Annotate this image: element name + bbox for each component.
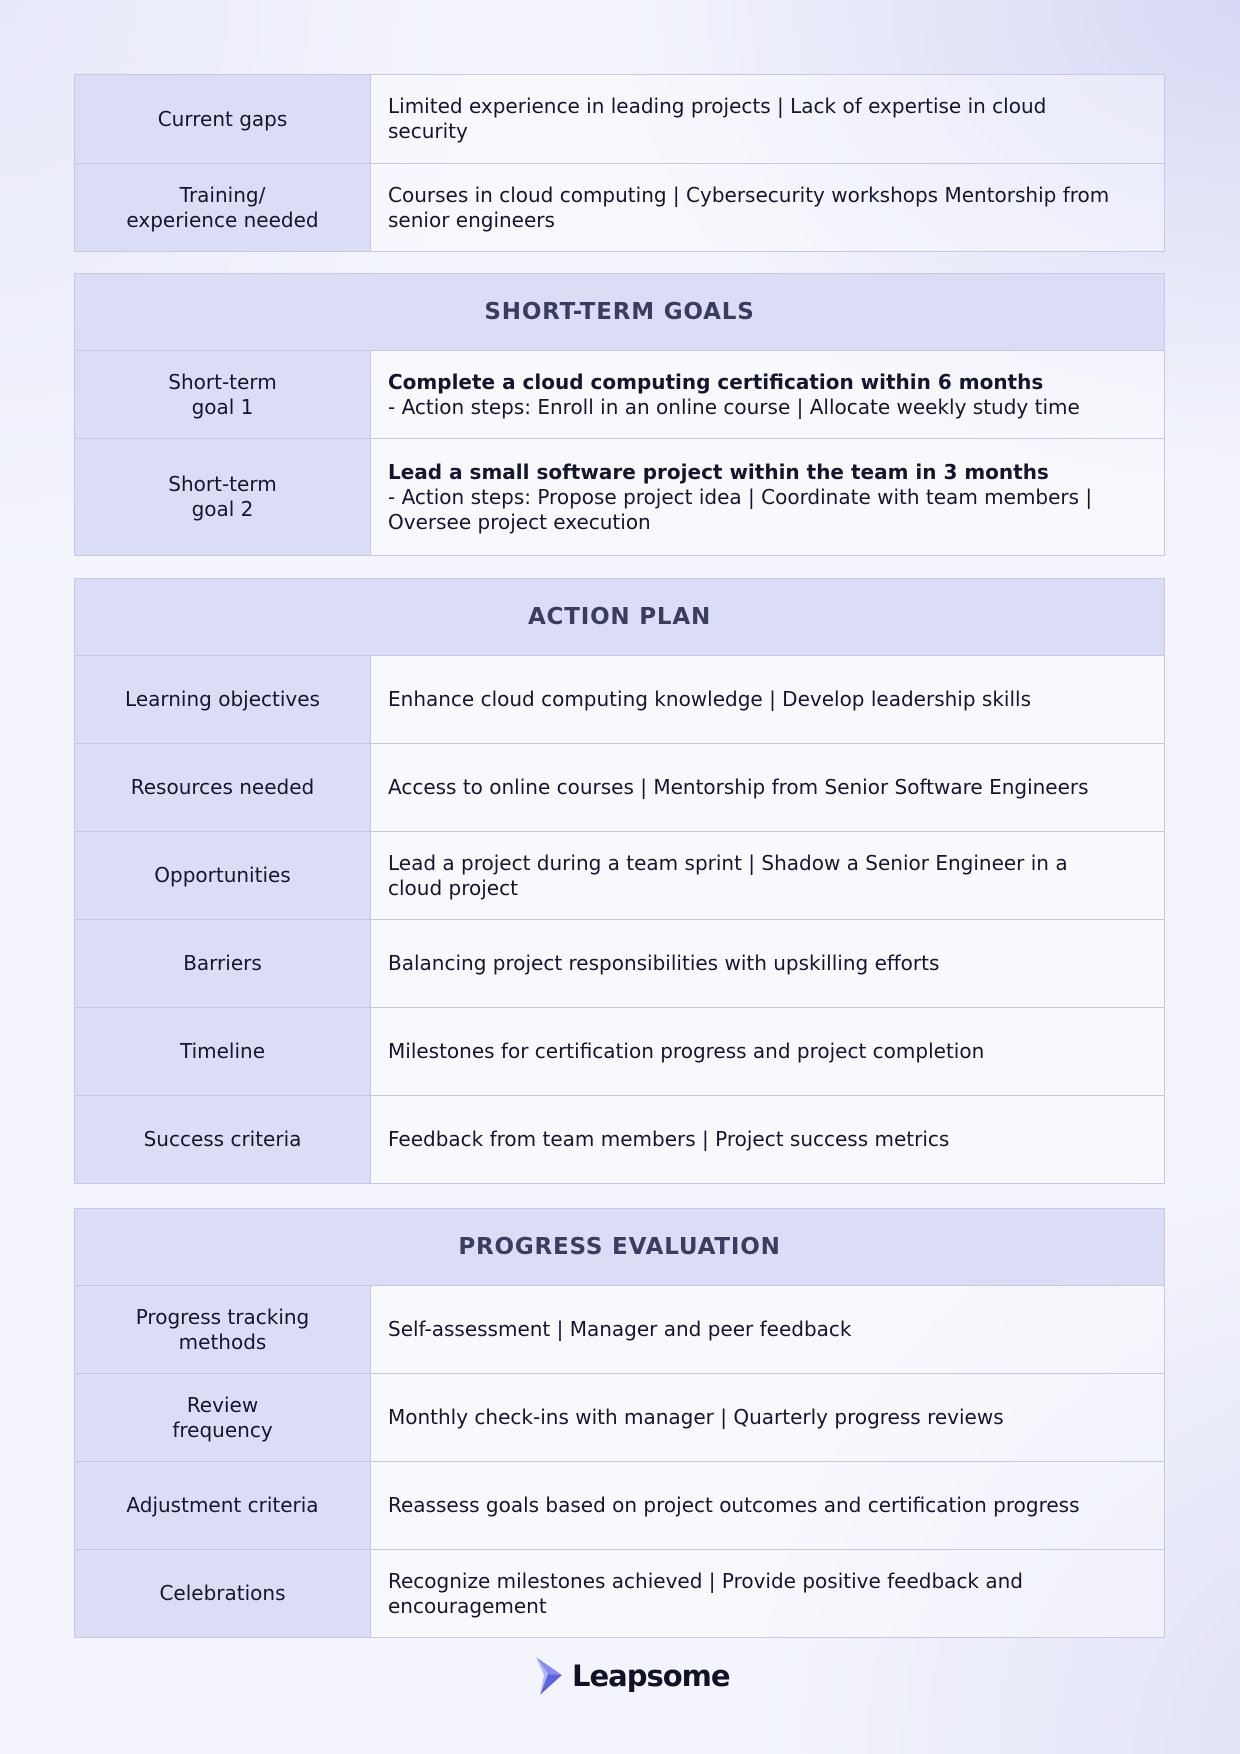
row-value: Enhance cloud computing knowledge | Develop leadership skills [371, 656, 1164, 743]
leapsome-logo [534, 1657, 730, 1695]
table-row [75, 743, 1164, 831]
section-heading: ACTION PLAN [75, 579, 1164, 655]
row-label: Training/ experience needed [75, 164, 371, 251]
row-label: Current gaps [75, 75, 371, 163]
row-value: Balancing project responsibilities with upskilling efforts [371, 920, 1164, 1007]
action-plan-table [74, 578, 1165, 1184]
table-row [75, 1461, 1164, 1549]
row-label: Success criteria [75, 1096, 371, 1183]
row-label: Resources needed [75, 744, 371, 831]
section-heading: SHORT-TERM GOALS [75, 274, 1164, 350]
row-label: Short-term goal 2 [75, 439, 371, 555]
goal-title: Lead a small software project within the team in 3 months [388, 459, 1049, 484]
row-value: Limited experience in leading projects | Lack of expertise in cloud security [371, 75, 1164, 163]
table-row [75, 1007, 1164, 1095]
table-row [75, 1095, 1164, 1183]
short-term-goals-table [74, 273, 1165, 556]
goal-detail: - Action steps: Enroll in an online course | Allocate weekly study time [388, 394, 1080, 419]
row-label: Review frequency [75, 1374, 371, 1461]
row-value [371, 439, 1164, 555]
leapsome-bird-icon [534, 1657, 564, 1695]
row-label: Adjustment criteria [75, 1462, 371, 1549]
row-value: Milestones for certification progress and project completion [371, 1008, 1164, 1095]
brand-name: Leapsome [572, 1659, 730, 1693]
row-label: Short-term goal 1 [75, 351, 371, 438]
table-row [75, 831, 1164, 919]
row-value: Self-assessment | Manager and peer feedback [371, 1286, 1164, 1373]
row-value: Courses in cloud computing | Cybersecurity workshops Mentorship from senior engineers [371, 164, 1164, 251]
gaps-table [74, 74, 1165, 252]
table-row [75, 163, 1164, 251]
section-heading: PROGRESS EVALUATION [75, 1209, 1164, 1285]
table-row [75, 350, 1164, 438]
table-row [75, 1373, 1164, 1461]
table-row [75, 655, 1164, 743]
table-row [75, 75, 1164, 163]
table-row [75, 919, 1164, 1007]
row-value [371, 351, 1164, 438]
row-label: Learning objectives [75, 656, 371, 743]
goal-detail: - Action steps: Propose project idea | Coordinate with team members | Oversee project execution [388, 484, 1093, 534]
table-row [75, 438, 1164, 555]
row-label: Opportunities [75, 832, 371, 919]
row-value: Recognize milestones achieved | Provide positive feedback and encouragement [371, 1550, 1164, 1637]
row-label: Celebrations [75, 1550, 371, 1637]
table-row [75, 1549, 1164, 1637]
row-value: Access to online courses | Mentorship from Senior Software Engineers [371, 744, 1164, 831]
row-label: Timeline [75, 1008, 371, 1095]
progress-evaluation-table [74, 1208, 1165, 1638]
row-value: Lead a project during a team sprint | Shadow a Senior Engineer in a cloud project [371, 832, 1164, 919]
row-value: Monthly check-ins with manager | Quarterly progress reviews [371, 1374, 1164, 1461]
row-label: Barriers [75, 920, 371, 1007]
row-value: Reassess goals based on project outcomes and certification progress [371, 1462, 1164, 1549]
row-label: Progress tracking methods [75, 1286, 371, 1373]
goal-title: Complete a cloud computing certification within 6 months [388, 369, 1044, 394]
table-row [75, 1285, 1164, 1373]
row-value: Feedback from team members | Project success metrics [371, 1096, 1164, 1183]
